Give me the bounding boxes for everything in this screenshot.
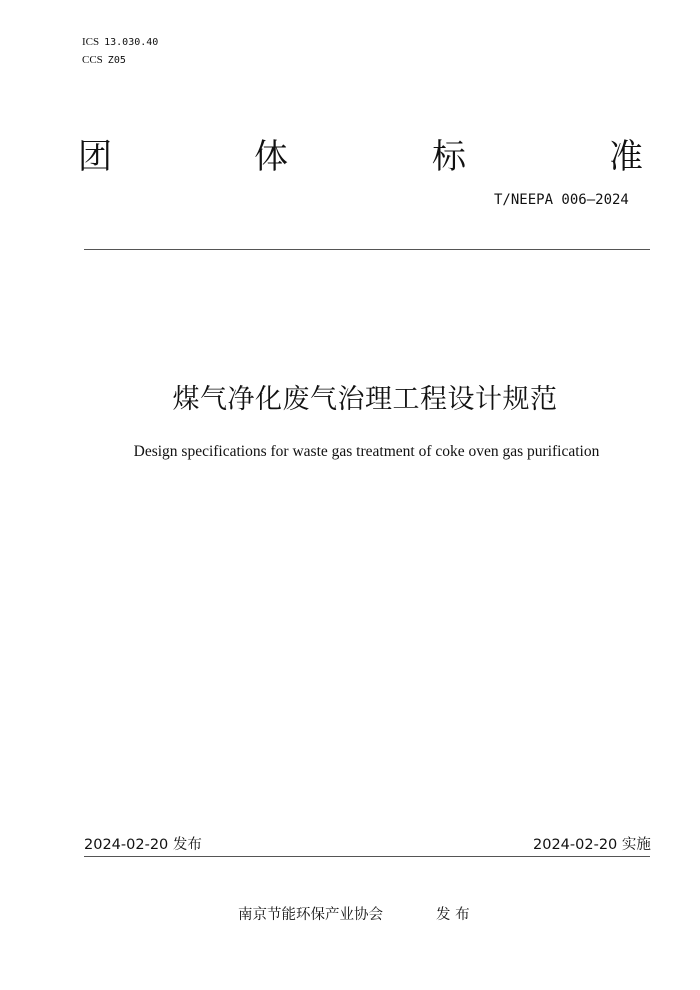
standard-type-char-2: 体 [254,137,288,177]
ics-code: 13.030.40 [104,37,159,48]
release-date: 2024-02-20 发布 [84,837,202,853]
title-chinese: 煤气净化废气治理工程设计规范 [172,384,558,415]
standard-type-char-4: 准 [609,137,643,177]
publisher-name: 南京节能环保产业协会 [238,907,383,923]
standard-type-char-3: 标 [432,137,466,177]
implementation-date: 2024-02-20 实施 [533,837,651,853]
ics-line [82,36,158,49]
ccs-line [82,54,126,67]
ccs-code: Z05 [107,55,126,66]
title-english: Design specifications for waste gas treatment of coke oven gas purification [133,443,600,460]
bottom-divider [84,856,650,857]
standard-type-char-1: 团 [78,137,112,177]
publisher-action: 发 布 [436,907,470,923]
standard-number: T/NEEPA 006—2024 [494,192,629,208]
ccs-label: CCS [82,54,103,66]
ics-label: ICS [82,36,100,48]
top-divider [84,249,650,250]
